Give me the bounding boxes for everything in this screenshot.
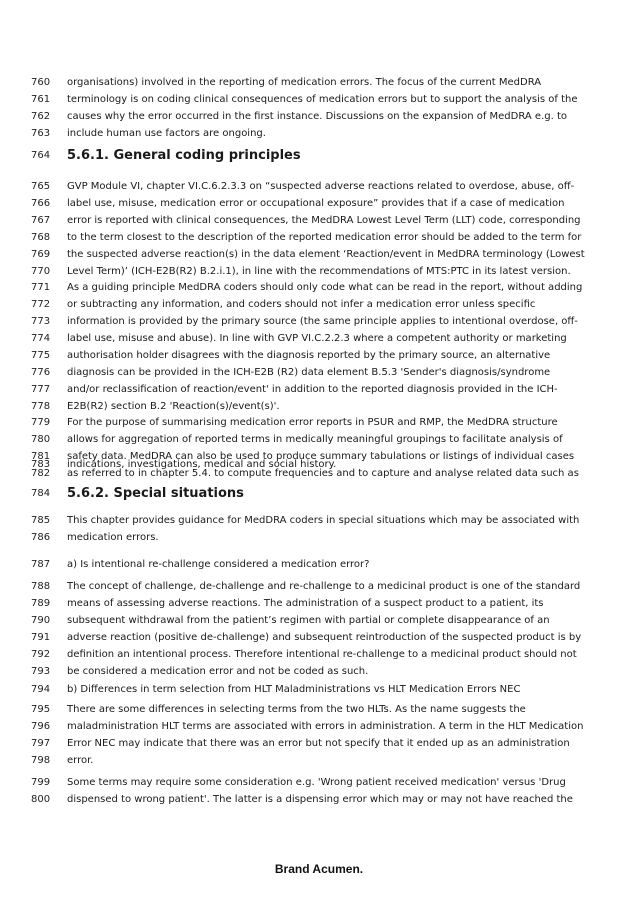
line-text: include human use factors are ongoing.: [67, 128, 266, 139]
line-text: GVP Module VI, chapter VI.C.6.2.3.3 on “suspected adverse reactions related to overdose, abuse, off-: [67, 181, 575, 192]
text-line: [0, 125, 638, 142]
line-text: For the purpose of summarising medication error reports in PSUR and RMP, the MedDRA structure: [67, 417, 558, 428]
line-text: subsequent withdrawal from the patient’s regimen with partial or complete disappearance of an: [67, 615, 550, 626]
line-number: 796: [31, 721, 51, 732]
line-number: 766: [31, 198, 51, 209]
text-line: [0, 595, 638, 612]
line-text: authorisation holder disagrees with the diagnosis reported by the primary source, an alternative: [67, 350, 551, 361]
line-text: and/or reclassification of reaction/event' in addition to the reported diagnosis provided in the ICH-: [67, 384, 558, 395]
line-text: label use, misuse, medication error or occupational exposure” provides that if a case of medication: [67, 198, 565, 209]
line-number: 798: [31, 755, 51, 766]
line-number: 785: [31, 515, 51, 526]
line-number: 763: [31, 128, 51, 139]
line-number: 762: [31, 111, 51, 122]
section-heading-row: [0, 482, 638, 506]
line-text: label use, misuse and abuse). In line with GVP VI.C.2.2.3 where a competent authority or marketing: [67, 333, 567, 344]
line-number: 783: [31, 459, 51, 470]
line-number: 777: [31, 384, 51, 395]
line-number: 768: [31, 232, 51, 243]
line-number: 784: [31, 488, 51, 499]
line-number: 773: [31, 316, 51, 327]
line-number: 788: [31, 581, 51, 592]
line-text: indications, investigations, medical and social history.: [67, 459, 337, 470]
line-number: 764: [31, 150, 51, 161]
line-text: to the term closest to the description of the reported medication error should be added to the term for: [67, 232, 582, 243]
line-text: diagnosis can be provided in the ICH-E2B (R2) data element B.5.3 'Sender's diagnosis/syndrome: [67, 367, 551, 378]
text-line: [0, 791, 638, 808]
text-line: [0, 414, 638, 431]
line-text: the suspected adverse reaction(s) in the data element ‘Reaction/event in MedDRA terminology (Lowest: [67, 249, 585, 260]
line-text: causes why the error occurred in the first instance. Discussions on the expansion of MedDRA e.g. to: [67, 111, 567, 122]
text-line: [0, 108, 638, 125]
line-number: 760: [31, 77, 51, 88]
line-text: information is provided by the primary source (the same principle applies to intentional overdose, off-: [67, 316, 578, 327]
text-line: [0, 701, 638, 718]
line-text: E2B(R2) section B.2 'Reaction(s)/event(s)'.: [67, 401, 280, 412]
text-line: [0, 91, 638, 108]
text-line: [0, 629, 638, 646]
line-number: 786: [31, 532, 51, 543]
line-text: or subtracting any information, and coders should not infer a medication error unless specific: [67, 299, 536, 310]
line-text: The concept of challenge, de-challenge and re-challenge to a medicinal product is one of the standard: [67, 581, 581, 592]
line-number: 797: [31, 738, 51, 749]
section-heading-row: [0, 144, 638, 168]
page-footer: Brand Acumen.: [274, 862, 364, 876]
text-line: [0, 279, 638, 296]
line-text: terminology is on coding clinical consequences of medication errors but to support the analysis of the: [67, 94, 578, 105]
section-heading: 5.6.2. Special situations: [67, 486, 244, 501]
text-line: [0, 381, 638, 398]
line-number: 800: [31, 794, 51, 805]
line-text: a) Is intentional re-challenge considered a medication error?: [67, 559, 370, 570]
text-line: [0, 347, 638, 364]
line-number: 776: [31, 367, 51, 378]
line-number: 787: [31, 559, 51, 570]
line-number: 795: [31, 704, 51, 715]
text-line: [0, 330, 638, 347]
line-number: 767: [31, 215, 51, 226]
line-text: definition an intentional process. Therefore intentional re-challenge to a medicinal product should not: [67, 649, 577, 660]
text-line: [0, 529, 638, 546]
text-line: [0, 578, 638, 595]
line-text: error is reported with clinical consequences, the MedDRA Lowest Level Term (LLT) code, corresponding: [67, 215, 581, 226]
text-line: [0, 212, 638, 229]
line-number: 782: [31, 468, 51, 479]
section-heading: 5.6.1. General coding principles: [67, 148, 301, 163]
line-text: means of assessing adverse reactions. The administration of a suspect product to a patient, its: [67, 598, 544, 609]
line-number: 791: [31, 632, 51, 643]
line-text: Level Term)’ (ICH-E2B(R2) B.2.i.1), in line with the recommendations of MTS:PTC in its latest version.: [67, 266, 571, 277]
text-line: [0, 663, 638, 680]
text-line: [0, 263, 638, 280]
line-text: as referred to in chapter 5.4. to compute frequencies and to capture and analyse related data such as: [67, 468, 579, 479]
line-text: Some terms may require some consideration e.g. 'Wrong patient received medication' versus 'Drug: [67, 777, 566, 788]
line-number: 793: [31, 666, 51, 677]
text-line: [0, 313, 638, 330]
text-line: [0, 195, 638, 212]
line-number: 799: [31, 777, 51, 788]
text-line: [0, 246, 638, 263]
line-text: As a guiding principle MedDRA coders should only code what can be read in the report, without adding: [67, 282, 583, 293]
text-line: [0, 512, 638, 529]
text-line: [0, 178, 638, 195]
line-number: 780: [31, 434, 51, 445]
text-line: [0, 735, 638, 752]
text-line: [0, 74, 638, 91]
line-text: b) Differences in term selection from HLT Maladministrations vs HLT Medication Errors NEC: [67, 684, 521, 695]
text-line: [0, 364, 638, 381]
text-line: [0, 752, 638, 769]
line-text: error.: [67, 755, 94, 766]
line-number: 779: [31, 417, 51, 428]
text-line: [0, 398, 638, 415]
line-number: 765: [31, 181, 51, 192]
line-text: allows for aggregation of reported terms in medically meaningful groupings to facilitate analysis of: [67, 434, 563, 445]
line-number: 770: [31, 266, 51, 277]
line-number: 789: [31, 598, 51, 609]
text-line: [0, 718, 638, 735]
text-line: [0, 456, 638, 473]
line-text: be considered a medication error and not be coded as such.: [67, 666, 369, 677]
line-number: 771: [31, 282, 51, 293]
line-text: adverse reaction (positive de-challenge) and subsequent reintroduction of the suspected product is by: [67, 632, 582, 643]
line-number: 761: [31, 94, 51, 105]
line-text: organisations) involved in the reporting of medication errors. The focus of the current MedDRA: [67, 77, 542, 88]
text-line: [0, 774, 638, 791]
line-number: 772: [31, 299, 51, 310]
line-text: maladministration HLT terms are associated with errors in administration. A term in the HLT Medication: [67, 721, 584, 732]
line-number: 794: [31, 684, 51, 695]
line-number: 781: [31, 451, 51, 462]
text-line: [0, 431, 638, 448]
line-number: 775: [31, 350, 51, 361]
line-text: This chapter provides guidance for MedDRA coders in special situations which may be associated with: [67, 515, 580, 526]
line-text: medication errors.: [67, 532, 159, 543]
text-line: [0, 229, 638, 246]
line-text: There are some differences in selecting terms from the two HLTs. As the name suggests the: [67, 704, 526, 715]
line-text: dispensed to wrong patient'. The latter is a dispensing error which may or may not have reached the: [67, 794, 573, 805]
line-text: safety data. MedDRA can also be used to produce summary tabulations or listings of individual cases: [67, 451, 575, 462]
line-text: Error NEC may indicate that there was an error but not specify that it ended up as an administration: [67, 738, 570, 749]
text-line: [0, 556, 638, 573]
line-number: 774: [31, 333, 51, 344]
text-line: [0, 646, 638, 663]
text-line: [0, 612, 638, 629]
text-line: [0, 681, 638, 698]
text-line: [0, 296, 638, 313]
line-number: 792: [31, 649, 51, 660]
line-number: 769: [31, 249, 51, 260]
line-number: 790: [31, 615, 51, 626]
line-number: 778: [31, 401, 51, 412]
